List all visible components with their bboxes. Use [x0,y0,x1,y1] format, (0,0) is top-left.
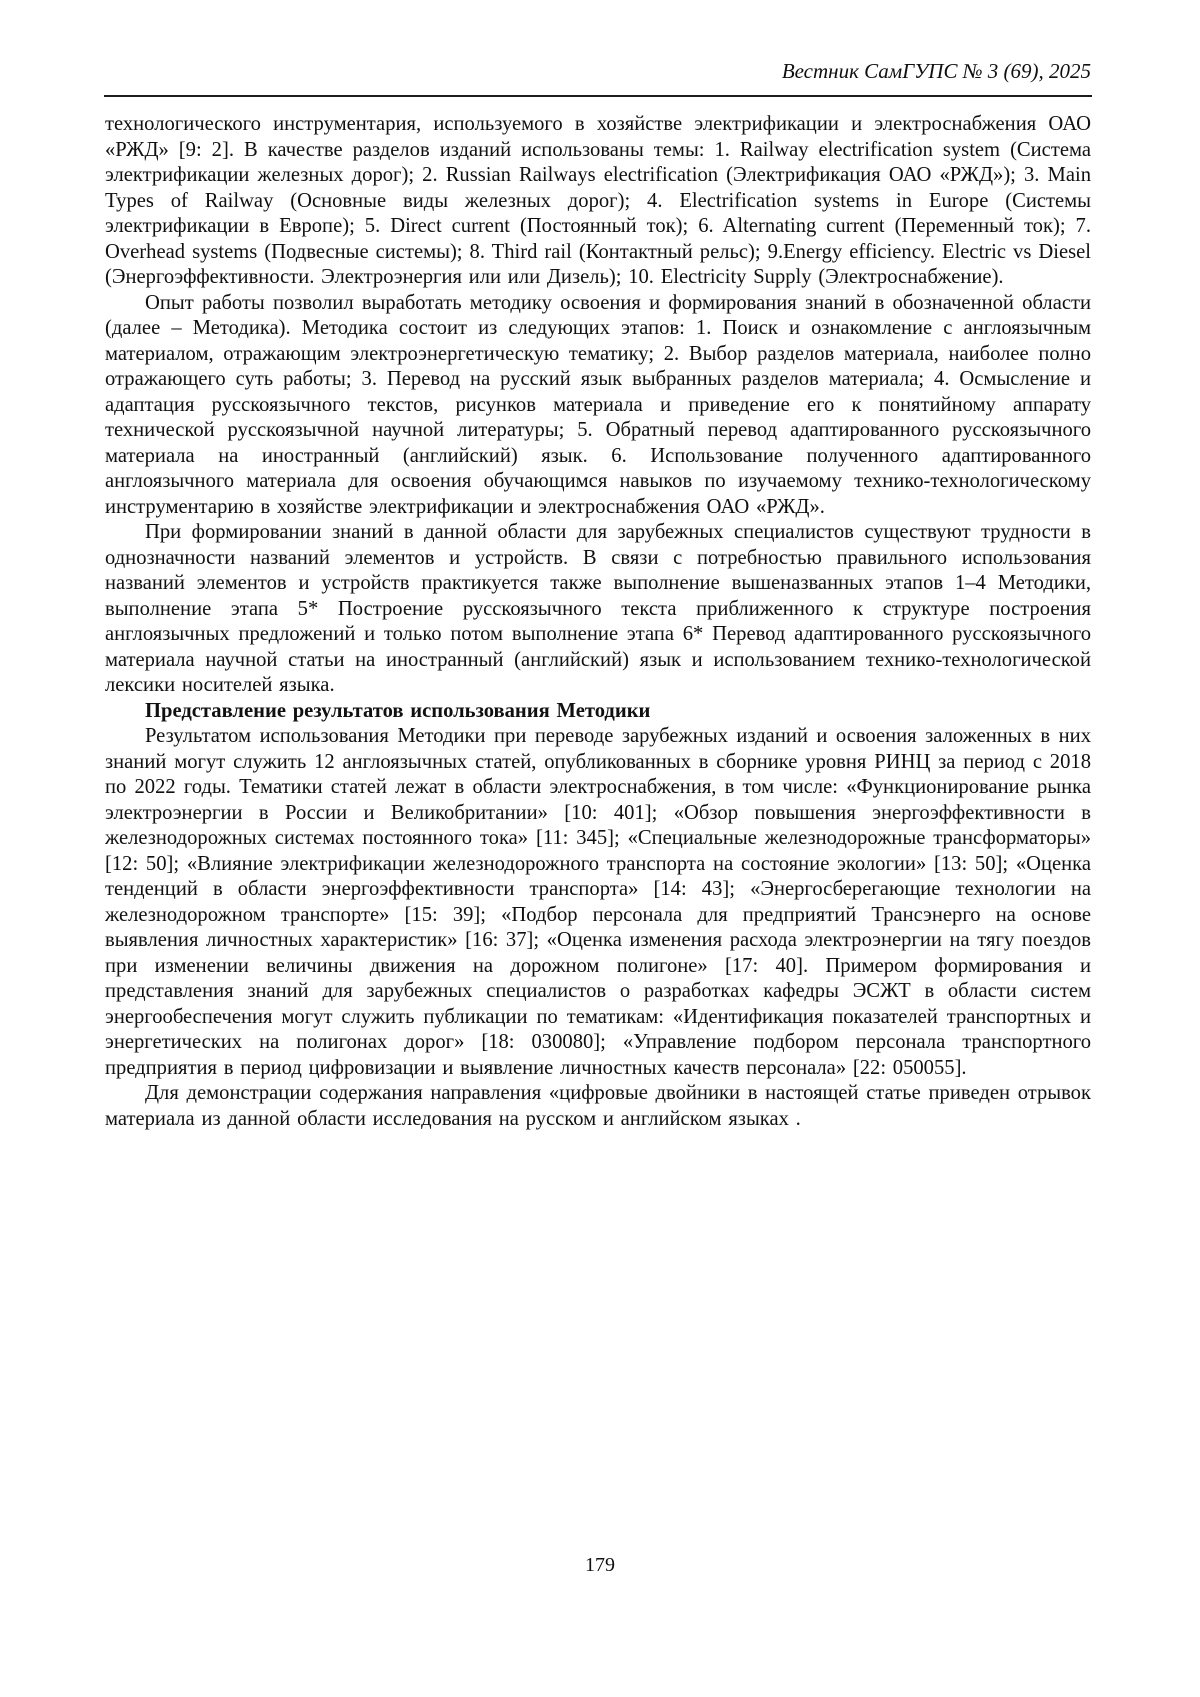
paragraph-method-stages: Опыт работы позволил выработать методику освоения и формирования знаний в обозначенной области (далее – Методика). Методика состоит из следующих этапов: 1. Поиск и ознакомление с англоязычным материалом, отражающим электроэнергетическую тематику; 2. Выбор разделов материала, наиболее полно отражающего суть работы; 3. Перевод на русский язык выбранных разделов материала; 4. Осмысление и адаптация русскоязычного текстов, рисунков материала и приведение его к понятийному аппарату технической русскоязычной научной литературы; 5. Обратный перевод адаптированного русскоязычного материала на иностранный (английский) язык. 6. Использование полученного адаптированного англоязычного материала для освоения обучающимся навыков по изучаемому технико-технологическому инструментарию в хозяйстве электрификации и электроснабжения ОАО «РЖД». [105,291,1091,518]
article-body [105,112,1091,1132]
journal-running-head: Вестник СамГУПС № 3 (69), 2025 [781,59,1091,83]
header-rule [104,95,1092,97]
section-heading-results: Представление результатов использования Методики [145,699,651,722]
page-number: 179 [585,1554,615,1576]
paragraph-demonstration: Для демонстрации содержания направления «цифровые двойники в настоящей статье приведен отрывок материала из данной области исследования на русском и английском языках . [105,1082,1091,1130]
paragraph-method-results: Результатом использования Методики при переводе зарубежных изданий и освоения заложенных в них знаний могут служить 12 англоязычных статей, опубликованных в сборнике уровня РИНЦ за период с 2018 по 2022 годы. Тематики статей лежат в области электроснабжения, в том числе: «Функционирование рынка электроэнергии в России и Великобритании» [10: 401]; «Обзор повышения энергоэффективности в железнодорожных системах постоянного тока» [11: 345]; «Специальные железнодорожные трансформаторы» [12: 50]; «Влияние электрификации железнодорожного транспорта на состояние экологии» [13: 50]; «Оценка тенденций в области энергоэффективности транспорта» [14: 43]; «Энергосберегающие технологии на железнодорожном транспорте» [15: 39]; «Подбор персонала для предприятий Трансэнерго на основе выявления личностных характеристик» [16: 37]; «Оценка изменения расхода электроэнергии на тягу поездов при изменении величины движения на дорожном полигоне» [17: 40]. Примером формирования и представления знаний для зарубежных специалистов о разработках кафедры ЭСЖТ в области систем энергообеспечения могут служить публикации по тематикам: «Идентификация показателей транспортных и энергетических на полигонах дорог» [18: 030080]; «Управление подбором персонала транспортного предприятия в период цифровизации и выявление личностных качеств персонала» [22: 050055]. [105,725,1091,1079]
paragraph-edition-topics: технологического инструментария, используемого в хозяйстве электрификации и электроснабжения ОАО «РЖД» [9: 2]. В качестве разделов изданий использованы темы: 1. Railway electrification system (Система электрификации железных дорог); 2. Russian Railways electrification (Электрификация ОАО «РЖД»); 3. Main Types of Railway (Основные виды железных дорог); 4. Electrification systems in Europe (Системы электрификации в Европе); 5. Direct current (Постоянный ток); 6. Alternating current (Переменный ток); 7. Overhead systems (Подвесные системы); 8. Third rail (Контактный рельс); 9.Energy efficiency. Electric vs Diesel (Энергоэффективности. Электроэнергия или или Дизель); 10. Electricity Supply (Электроснабжение). [105,113,1091,288]
paragraph-foreign-specialists: При формировании знаний в данной области для зарубежных специалистов существуют трудности в однозначности названий элементов и устройств. В связи с потребностью правильного использования названий элементов и устройств практикуется также выполнение вышеназванных этапов 1–4 Методики, выполнение этапа 5* Построение русскоязычного текста приближенного к структуре построения англоязычных предложений и только потом выполнение этапа 6* Перевод адаптированного русскоязычного материала научной статьи на иностранный (английский) язык и использованием технико-технологической лексики носителей языка. [105,521,1091,696]
